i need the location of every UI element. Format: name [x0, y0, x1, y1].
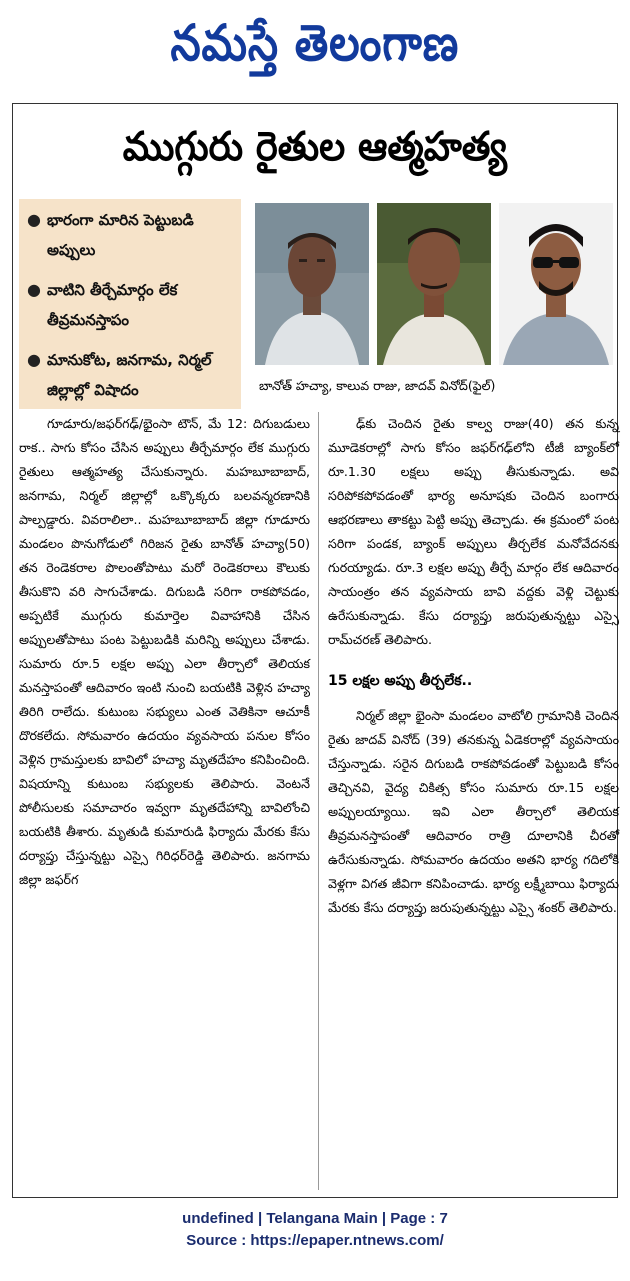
- highlight-text: భారంగా మారిన పెట్టుబడి అప్పులు: [46, 211, 194, 259]
- headline: [13, 112, 617, 192]
- highlights-box: [19, 199, 241, 409]
- photo-farmer-2: [377, 203, 491, 365]
- headline-text: ముగ్గురు రైతుల ఆత్మహత్య: [122, 124, 508, 170]
- footer: [0, 1208, 630, 1252]
- newspaper-logo: నమస్తే తెలంగాణ: [170, 13, 460, 72]
- article-paragraph: ఢ్‌కు చెందిన రైతు కాల్వ రాజు(40) తన కున్న మూడెకరాల్లో సాగు కోసం జఫర్‌గఢ్‌లోని టీజీ బ్యాంక్‌లో రూ.1.30 లక్షలు అప్పు తీసుకున్నాడు. అవి సరిపోకపోవడంతో భార్య అనూషకు చెందిన బంగారు ఆభరణాలు తాకట్టు పెట్టి అప్పు తెచ్చాడు. ఈ క్రమంలో పంట సరిగా పండక, బ్యాంక్ అప్పులు తీర్చలేక మనోవేదనకు గురయ్యాడు. రూ.3 లక్షల అప్పు తీర్చే మార్గం లేక ఆదివారం సాయంత్రం తన వ్యవసాయ బావి వద్దకు వెళ్లి చెట్టుకు ఉరేసుకున్నాడు. కేసు దర్యాప్తు జరుపుతున్నట్టు ఎస్సై రామ్‌చరణ్ తెలిపారు.: [328, 416, 619, 647]
- photo-strip: [255, 203, 615, 365]
- masthead: [0, 0, 630, 98]
- photo-farmer-3: [499, 203, 613, 365]
- highlight-item: [27, 205, 233, 265]
- article-column-left: [19, 412, 310, 892]
- highlight-text: వాటిని తీర్చేమార్గం లేక తీవ్రమనస్తాపం: [46, 281, 178, 329]
- highlight-item: [27, 345, 233, 405]
- footer-page-info: undefined | Telangana Main | Page : 7: [182, 1210, 448, 1227]
- highlight-text: మానుకోట, జనగామ, నిర్మల్ జిల్లాల్లో విషాదం: [46, 351, 212, 399]
- article-column-right: [328, 412, 619, 920]
- bullet-icon: ●: [27, 350, 41, 369]
- article-paragraph: గూడూరు/జఫర్‌గఢ్/భైంసా టౌన్, మే 12: దిగుబడులు రాక.. సాగు కోసం చేసిన అప్పులు తీర్చేమార్గం లేక ముగ్గురు రైతులు ఆత్మహత్య చేసుకున్నారు. మహబూబాబాద్, జనగామ, నిర్మల్ జిల్లాల్లో ఒక్కొక్కరు బలవన్మరణానికి పాల్పడ్డారు. వివరాలిలా.. మహబూబాబాద్ జిల్లా గూడూరు మండలం పొనుగోడులో గిరిజన రైతు బానోత్ హచ్యా(50) తన రెండెకరాల పొలంతోపాటు మరో రెండెకరాలు కౌలుకు తీసుకొని వరి సాగుచేశాడు. దిగుబడి సరిగా రాకపోవడం, అప్పటికే ముగ్గురు కుమార్తెల వివాహానికి చేసిన అప్పులతోపాటు పంట పెట్టుబడికి మరిన్ని అప్పులు చేశాడు. సుమారు రూ.5 లక్షల అప్పు ఎలా తీర్చాలో తెలియక మనస్తాపంతో ఆదివారం ఇంటి నుంచి బయటికి వెళ్లిన హచ్యా తిరిగి రాలేదు. కుటుంబ సభ్యులు ఎంత వెతికినా ఆచూకీ దొరకలేదు. సోమవారం ఉదయం వ్యవసాయ పనుల కోసం వెళ్లిన గ్రామస్తులకు బావిలో హచ్యా మృతదేహం కనిపించింది. విషయాన్ని కుటుంబ సభ్యులకు తెలిపారు. వెంటనే పోలీసులకు సమాచారం ఇవ్వగా మృతదేహాన్ని బావిలోంచి బయటికి తీశారు. మృతుడి కుమారుడి ఫిర్యాదు మేరకు కేసు దర్యాప్తు చేస్తున్నట్టు ఎస్సై గిరిధర్‌రెడ్డి తెలిపారు. జనగామ జిల్లా జఫర్‌గ: [19, 416, 310, 887]
- photo-farmer-1: [255, 203, 369, 365]
- bullet-icon: ●: [27, 210, 41, 229]
- bullet-icon: ●: [27, 280, 41, 299]
- article-subheading: 15 లక్షల అప్పు తీర్చలేక..: [328, 673, 473, 689]
- highlight-item: [27, 275, 233, 335]
- footer-source: Source : https://epaper.ntnews.com/: [186, 1232, 444, 1249]
- news-clipping: [12, 103, 618, 1198]
- column-divider: [318, 412, 319, 1190]
- article-paragraph: నిర్మల్ జిల్లా భైంసా మండలం వాటోలి గ్రామానికి చెందిన రైతు జాదవ్ వినోద్ (39) తనకున్న ఏడెకరాల్లో వ్యవసాయం చేస్తున్నాడు. సరైన దిగుబడి రాకపోవడంతో పెట్టుబడి కోసం తెచ్చినవి, వైద్య చికిత్స కోసం సుమారు రూ.15 లక్షల అప్పులయ్యాయి. ఇవి ఎలా తీర్చాలో తెలియక తీవ్రమనస్తాపంతో ఆదివారం రాత్రి దూలానికి చీరతో ఉరేసుకున్నాడు. సోమవారం ఉదయం అతని భార్య గదిలోకి వెళ్లగా విగత జీవిగా కనిపించాడు. భార్య లక్ష్మీబాయి ఫిర్యాదు మేరకు కేసు దర్యాప్తు జరుపుతున్నట్టు ఎస్సై శంకర్ తెలిపారు.: [328, 708, 619, 915]
- photo-caption: బానోత్ హచ్యా, కాలువ రాజు, జాదవ్ వినోద్(ఫైల్): [259, 378, 496, 393]
